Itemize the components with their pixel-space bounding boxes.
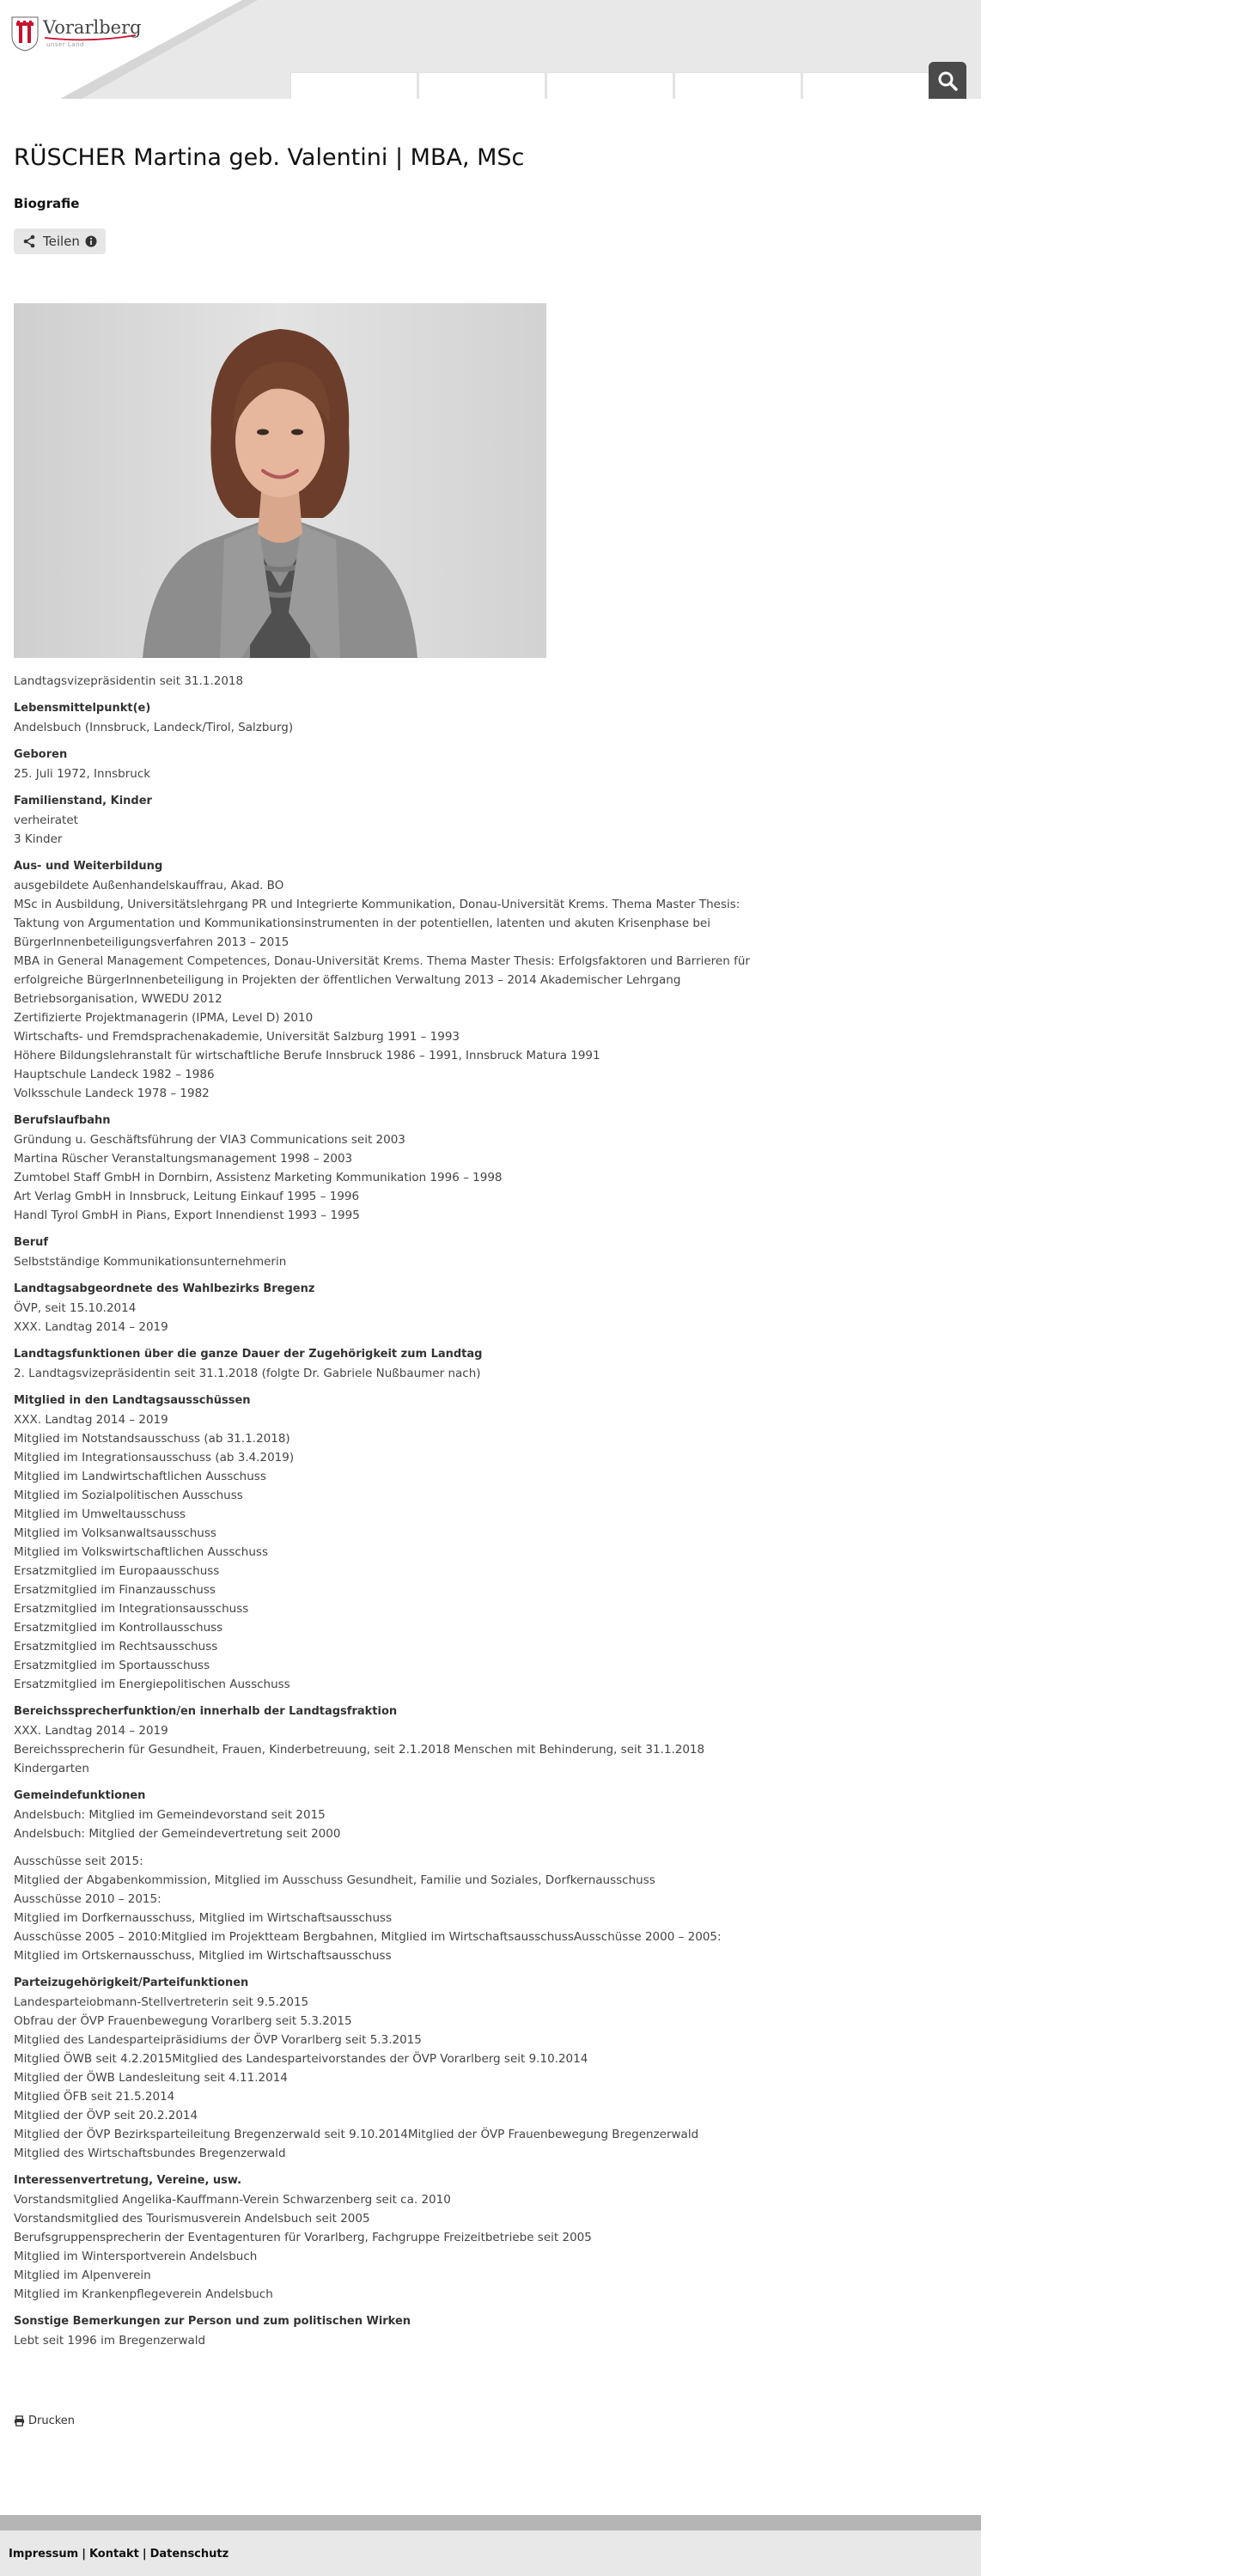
bio-section-line: Ersatzmitglied im Integrationsausschuss — [14, 1602, 249, 1616]
printer-icon — [14, 2415, 25, 2427]
bio-section-line: Mitglied der ÖVP seit 20.2.2014 — [14, 2109, 198, 2122]
page-subtitle: Biografie — [14, 196, 80, 211]
bio-section — [14, 1280, 959, 1337]
bio-section-line: Mitglied im Alpenverein — [14, 2268, 151, 2282]
bio-section-line: Zumtobel Staff GmbH in Dornbirn, Assistenz Marketing Kommunikation 1996 – 1998 — [14, 1171, 503, 1184]
bio-section-line: Mitglied im Integrationsausschuss (ab 3.4.2019) — [14, 1451, 295, 1465]
bio-section-line: Obfrau der ÖVP Frauenbewegung Vorarlberg seit 5.3.2015 — [14, 2014, 352, 2028]
nav-item-1[interactable] — [290, 72, 417, 99]
bio-section-line: XXX. Landtag 2014 – 2019 — [14, 1320, 168, 1334]
bio-section-line: Mitglied im Umweltausschuss — [14, 1507, 186, 1521]
footer-separator: | — [142, 2548, 147, 2561]
bio-section-line: Gründung u. Geschäftsführung der VIA3 Communications seit 2003 — [14, 1133, 405, 1147]
bio-section-line: Ersatzmitglied im Rechtsausschuss — [14, 1640, 218, 1653]
bio-section-line: Ersatzmitglied im Finanzausschuss — [14, 1583, 216, 1597]
bio-sections — [14, 699, 959, 2350]
bio-section-line: Mitglied im Notstandsausschuss (ab 31.1.2018) — [14, 1432, 290, 1446]
bio-section-line: Mitglied der ÖWB Landesleitung seit 4.11.2014 — [14, 2071, 288, 2085]
bio-section-line: Andelsbuch: Mitglied im Gemeindevorstand seit 2015 — [14, 1808, 326, 1822]
bio-section — [14, 1345, 959, 1383]
page-title: RÜSCHER Martina geb. Valentini | MBA, MSc — [14, 144, 525, 171]
bio-section-line: Ausschüsse seit 2015: — [14, 1854, 143, 1868]
main-navigation — [290, 72, 930, 99]
bio-section-line: Vorstandsmitglied Angelika-Kauffmann-Verein Schwarzenberg seit ca. 2010 — [14, 2193, 451, 2207]
bio-section-line: Taktung von Argumentation und Kommunikationsinstrumenten in der potentiellen, latenten und akuten Krisenphase bei — [14, 917, 710, 930]
nav-item-5[interactable] — [802, 72, 929, 99]
bio-section-line: Ausschüsse 2010 – 2015: — [14, 1892, 161, 1906]
bio-section — [14, 1392, 959, 1694]
bio-section-line: Mitglied im Volksanwaltsausschuss — [14, 1526, 216, 1540]
bio-section-line: Mitglied im Landwirtschaftlichen Ausschuss — [14, 1470, 266, 1483]
bio-section-title: Mitglied in den Landtagsausschüssen — [14, 1394, 251, 1407]
bio-section-title: Landtagsabgeordnete des Wahlbezirks Bregenz — [14, 1282, 315, 1295]
bio-section-line: Volksschule Landeck 1978 – 1982 — [14, 1087, 210, 1100]
footer-link-datenschutz[interactable]: Datenschutz — [149, 2548, 229, 2561]
bio-section-line: 3 Kinder — [14, 832, 63, 846]
coat-of-arms-icon — [10, 14, 40, 52]
bio-section-line: MSc in Ausbildung, Universitätslehrgang PR und Integrierte Kommunikation, Donau-Universität Krems. Thema Master Thesis: — [14, 898, 740, 911]
bio-section-line: Ersatzmitglied im Sportausschuss — [14, 1659, 210, 1672]
bio-section-line: Vorstandsmitglied des Tourismusverein Andelsbuch seit 2005 — [14, 2212, 370, 2226]
bio-section-line: Mitglied der Abgabenkommission, Mitglied im Ausschuss Gesundheit, Familie und Soziales, Dorfkernausschuss — [14, 1873, 655, 1887]
bio-section-line: Mitglied im Ortskernausschuss, Mitglied im Wirtschaftsausschuss — [14, 1949, 392, 1963]
bio-section-line: Berufsgruppensprecherin der Eventagenturen für Vorarlberg, Fachgruppe Freizeitbetriebe seit 2005 — [14, 2231, 592, 2244]
biography-text — [14, 672, 959, 2359]
print-link[interactable] — [14, 2415, 75, 2427]
bio-section-line: MBA in General Management Competences, Donau-Universität Krems. Thema Master Thesis: Erfolgsfaktoren und Barrieren für — [14, 954, 750, 968]
nav-item-2[interactable] — [418, 72, 545, 99]
bio-section-title: Lebensmittelpunkt(e) — [14, 702, 151, 715]
bio-section — [14, 1787, 959, 1843]
bio-section-title: Aus- und Weiterbildung — [14, 860, 163, 873]
share-label: Teilen — [43, 234, 80, 249]
bio-section-line: XXX. Landtag 2014 – 2019 — [14, 1724, 168, 1738]
bio-section — [14, 857, 959, 1103]
bio-section-line: Ersatzmitglied im Europaausschuss — [14, 1564, 220, 1578]
bio-section-line: Lebt seit 1996 im Bregenzerwald — [14, 2334, 206, 2348]
footer-divider-bar — [0, 2515, 981, 2530]
bio-section — [14, 792, 959, 849]
nav-item-3[interactable] — [546, 72, 673, 99]
bio-section-line: 2. Landtagsvizepräsidentin seit 31.1.2018 (folgte Dr. Gabriele Nußbaumer nach) — [14, 1367, 481, 1380]
bio-section-line: erfolgreiche BürgerInnenbeteiligung in Projekten der öffentlichen Verwaltung 2013 – 2014 Akademischer Lehrgang — [14, 973, 681, 987]
bio-section-line: Höhere Bildungslehranstalt für wirtschaftliche Berufe Innsbruck 1986 – 1991, Innsbruck Matura 1991 — [14, 1049, 600, 1063]
bio-section-title: Familienstand, Kinder — [14, 795, 152, 807]
site-header — [0, 0, 1237, 99]
bio-section-line: ausgebildete Außenhandelskauffrau, Akad. BO — [14, 879, 284, 892]
bio-section-title: Gemeindefunktionen — [14, 1789, 146, 1802]
bio-section-title: Geboren — [14, 748, 68, 761]
bio-section-line: ÖVP, seit 15.10.2014 — [14, 1301, 137, 1315]
bio-section-line: Mitglied im Krankenpflegeverein Andelsbuch — [14, 2287, 273, 2301]
bio-section — [14, 1852, 959, 1965]
logo-tagline: unser Land — [46, 41, 84, 48]
bio-section — [14, 1233, 959, 1271]
search-icon — [937, 70, 958, 91]
bio-section-line: Andelsbuch: Mitglied der Gemeindevertretung seit 2000 — [14, 1827, 341, 1841]
bio-section-line: Mitglied im Sozialpolitischen Ausschuss — [14, 1489, 243, 1502]
bio-section-line: Handl Tyrol GmbH in Pians, Export Innendienst 1993 – 1995 — [14, 1209, 360, 1222]
footer-links — [9, 2548, 229, 2561]
bio-section-line: XXX. Landtag 2014 – 2019 — [14, 1413, 168, 1427]
bio-section-line: Betriebsorganisation, WWEDU 2012 — [14, 992, 222, 1006]
bio-section-line: Mitglied ÖFB seit 21.5.2014 — [14, 2090, 175, 2104]
logo-swoosh-icon — [43, 34, 137, 41]
bio-section-line: Wirtschafts- und Fremdsprachenakademie, Universität Salzburg 1991 – 1993 — [14, 1030, 460, 1044]
bio-section-title: Beruf — [14, 1236, 49, 1249]
bio-section — [14, 1111, 959, 1225]
bio-section-line: BürgerInnenbeteiligungsverfahren 2013 – 2015 — [14, 935, 289, 949]
bio-section-line: 25. Juli 1972, Innsbruck — [14, 767, 151, 781]
bio-section-title: Berufslaufbahn — [14, 1114, 111, 1127]
bio-section-line: Mitglied des Landesparteipräsidiums der ÖVP Vorarlberg seit 5.3.2015 — [14, 2033, 422, 2047]
bio-section-line: Selbstständige Kommunikationsunternehmerin — [14, 1255, 287, 1269]
bio-section-title: Landtagsfunktionen über die ganze Dauer der Zugehörigkeit zum Landtag — [14, 1348, 483, 1361]
bio-section-line: Art Verlag GmbH in Innsbruck, Leitung Einkauf 1995 – 1996 — [14, 1190, 360, 1203]
footer-separator: | — [82, 2548, 86, 2561]
bio-section-line: Hauptschule Landeck 1982 – 1986 — [14, 1068, 215, 1081]
bio-intro: Landtagsvizepräsidentin seit 31.1.2018 — [14, 674, 244, 688]
bio-section-line: Ersatzmitglied im Energiepolitischen Ausschuss — [14, 1678, 290, 1691]
bio-section-line: Ersatzmitglied im Kontrollausschuss — [14, 1621, 223, 1635]
search-button[interactable] — [929, 62, 966, 99]
bio-section — [14, 2171, 959, 2304]
share-icon — [22, 234, 36, 248]
bio-section — [14, 1974, 959, 2163]
footer-link-impressum[interactable]: Impressum — [9, 2548, 79, 2561]
bio-section-title: Bereichssprecherfunktion/en innerhalb der Landtagsfraktion — [14, 1705, 398, 1718]
bio-section-line: Andelsbuch (Innsbruck, Landeck/Tirol, Salzburg) — [14, 721, 294, 734]
bio-section-line: Bereichssprecherin für Gesundheit, Frauen, Kinderbetreuung, seit 2.1.2018 Menschen mit Behinderung, seit 31.1.2018 — [14, 1743, 705, 1757]
site-footer — [0, 2530, 981, 2576]
bio-section-line: Mitglied im Dorfkernausschuss, Mitglied im Wirtschaftsausschuss — [14, 1911, 393, 1925]
logo-title: Vorarlberg — [43, 17, 142, 38]
info-icon — [85, 235, 97, 247]
bio-section-title: Parteizugehörigkeit/Parteifunktionen — [14, 1976, 249, 1989]
main-content — [14, 137, 959, 2348]
vorarlberg-logo[interactable] — [10, 10, 148, 55]
bio-section-line: Mitglied im Volkswirtschaftlichen Ausschuss — [14, 1545, 268, 1559]
nav-item-4[interactable] — [674, 72, 801, 99]
bio-section-line: Ausschüsse 2005 – 2010:Mitglied im Projektteam Bergbahnen, Mitglied im WirtschaftsausschussAusschüsse 2000 – 2005: — [14, 1930, 722, 1944]
bio-section — [14, 746, 959, 783]
bio-section-line: Mitglied des Wirtschaftsbundes Bregenzerwald — [14, 2147, 286, 2160]
print-label: Drucken — [28, 2415, 76, 2427]
bio-section-line: Mitglied ÖWB seit 4.2.2015Mitglied des Landesparteivorstandes der ÖVP Vorarlberg seit 9.10.2014 — [14, 2052, 588, 2066]
bio-section-line: Mitglied im Wintersportverein Andelsbuch — [14, 2250, 258, 2263]
bio-section-line: Landesparteiobmann-Stellvertreterin seit 9.5.2015 — [14, 1995, 309, 2009]
footer-link-kontakt[interactable]: Kontakt — [88, 2548, 139, 2561]
bio-section-title: Sonstige Bemerkungen zur Person und zum politischen Wirken — [14, 2315, 411, 2328]
portrait-illustration — [14, 303, 546, 658]
bio-section-line: Martina Rüscher Veranstaltungsmanagement 1998 – 2003 — [14, 1152, 353, 1166]
bio-section-line: verheiratet — [14, 813, 78, 827]
portrait-photo — [14, 303, 546, 658]
bio-section-line: Zertifizierte Projektmanagerin (IPMA, Level D) 2010 — [14, 1011, 314, 1025]
share-button[interactable] — [14, 228, 106, 254]
bio-section-title: Interessenvertretung, Vereine, usw. — [14, 2174, 242, 2187]
bio-section-line: Kindergarten — [14, 1762, 89, 1775]
bio-section — [14, 699, 959, 737]
bio-section — [14, 2312, 959, 2350]
bio-section-line: Mitglied der ÖVP Bezirksparteileitung Bregenzerwald seit 9.10.2014Mitglied der ÖVP Frauenbewegung Bregenzerwald — [14, 2128, 699, 2141]
bio-section — [14, 1702, 959, 1778]
